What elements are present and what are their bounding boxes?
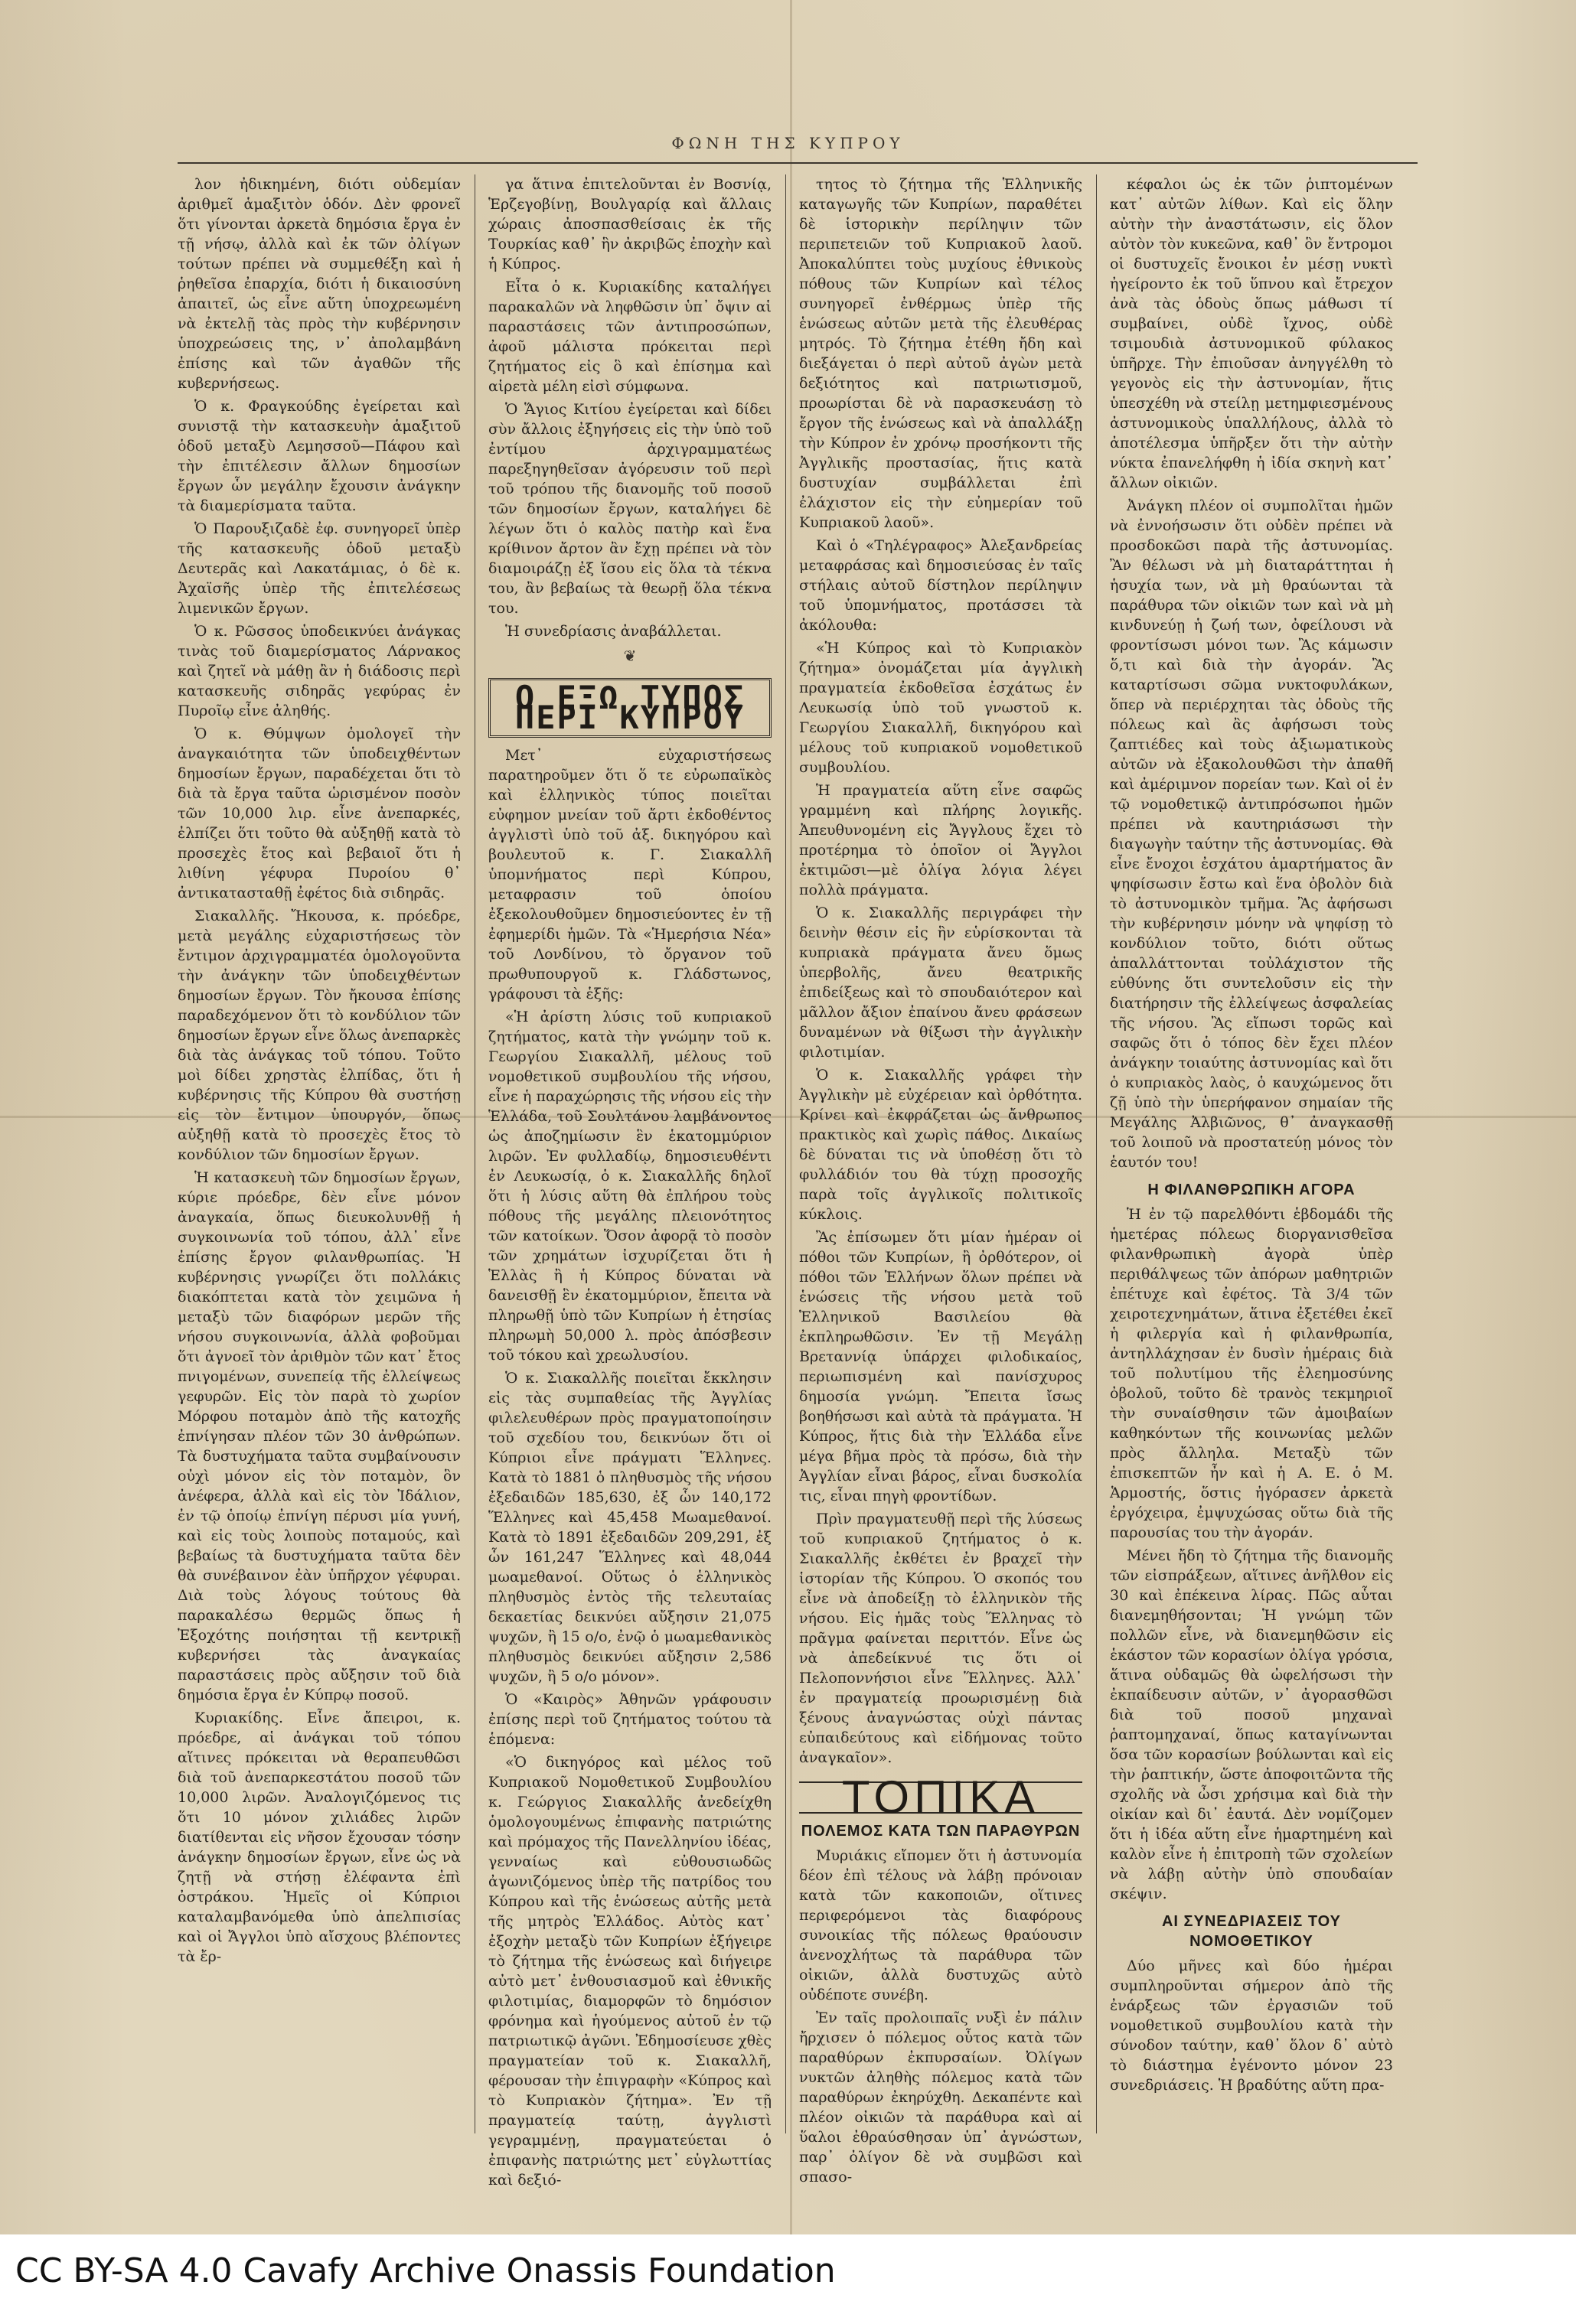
- paragraph: τητος τὸ ζήτημα τῆς Ἑλληνικῆς καταγωγῆς τῶν Κυπρίων, παραθέτει δὲ ἱστορικὴν περίληψιν τῶν περιπετειῶν τοῦ Κυπριακοῦ λαοῦ. Ἀποκαλύπτει τοὺς μυχίους ἐθνικοὺς πόθους τῶν Κυπρίων καὶ τέλος συνηγορεῖ ἐνθέρμως ὑπὲρ τῆς ἑνώσεως αὐτῶν μετὰ τῆς ἐλευθέρας μητρός. Τὸ ζήτημα ἐτέθη ἤδη καὶ διεξάγεται ὁ περὶ αὐτοῦ ἀγὼν μετὰ δεξιότητος καὶ πατριωτισμοῦ, προωρίσται δὲ νὰ παρασκευάσῃ τὸ ἔργον τῆς ἑνώσεως καὶ νὰ ἀπαλλάξῃ τὴν Κύπρον ἐν χρόνῳ προσήκοντι τῆς Ἀγγλικῆς προστασίας, ἥτις κατὰ δυστυχίαν συμβάλλεται ἐπὶ ἐλάχιστον εἰς τὴν εὐημερίαν τοῦ Κυπριακοῦ λαοῦ».: [799, 176, 1082, 531]
- paragraph: Ἡ συνεδρίασις ἀναβάλλεται.: [505, 623, 722, 640]
- column-rule: [785, 174, 786, 2133]
- header-rule: [178, 162, 1418, 164]
- section-heading: ΑΙ ΣΥΝΕΔΡΙΑΣΕΙΣ ΤΟΥ ΝΟΜΟΘΕΤΙΚΟΥ: [1161, 1913, 1342, 1950]
- paragraph: Ὁ κ. Ρῶσσος ὑποδεικνύει ἀνάγκας τινὰς τοῦ διαμερίσματος Λάρνακος καὶ ζητεῖ νὰ μάθῃ ἂν ἡ διάδοσις περὶ κατασκευῆς σιδηρᾶς γεφύρας ἐν Πυροῖῳ εἶνε ἀληθής.: [178, 623, 461, 719]
- paragraph: «Ἡ ἀρίστη λύσις τοῦ κυπριακοῦ ζητήματος, κατὰ τὴν γνώμην τοῦ κ. Γεωργίου Σιακαλλῆ, μέλους τοῦ νομοθετικοῦ συμβουλίου τῆς νήσου, εἶνε ἡ παραχώρησις τῆς νήσου εἰς τὴν Ἑλλάδα, τοῦ Σουλτάνου λαμβάνοντος ὡς ἀποζημίωσιν ἓν ἑκατομμύριον λιρῶν. Ἐν φυλλαδίῳ, δημοσιευθέντι ἐν Λευκωσίᾳ, ὁ κ. Σιακαλλῆς δηλοῖ ὅτι ἡ λύσις αὕτη θὰ ἐπλήρου τοὺς πόθους τῆς μεγάλης πλειονότητος τῶν κατοίκων. Ὅσον ἀφορᾷ τὸ ποσὸν τῶν χρημάτων ἰσχυρίζεται ὅτι ἡ Ἑλλὰς ἢ ἡ Κύπρος δύναται νὰ δανεισθῇ ἓν ἑκατομμύριον, ἔπειτα νὰ πληρωθῇ ὑπὸ τῶν Κυπρίων ἡ ἐτησίας πληρωμὴ 50,000 λ. πρὸς ἀπόσβεσιν τοῦ τόκου καὶ χρεωλυσίου.: [488, 1009, 772, 1364]
- paragraph: Ὁ κ. Σιακαλλῆς ποιεῖται ἔκκλησιν εἰς τὰς συμπαθείας τῆς Ἀγγλίας φιλελευθέρων πρὸς πραγματοποίησιν τοῦ σχεδίου του, δεικνύων ὅτι οἱ Κύπριοι εἶνε πράγματι Ἕλληνες. Κατὰ τὸ 1881 ὁ πληθυσμὸς τῆς νήσου ἐξεδαιδῶν 185,630, ἐξ ὧν 140,172 Ἕλληνες καὶ 45,458 Μωαμεθανοί. Κατὰ τὸ 1891 ἐξεδαιδῶν 209,291, ἐξ ὧν 161,247 Ἕλληνες καὶ 48,044 μωαμεθανοί. Οὕτως ὁ ἑλληνικὸς πληθυσμὸς ἐντὸς τῆς τελευταίας δεκαετίας δεικνύει αὔξησιν 21,075 ψυχῶν, ἢ 15 ο/ο, ἐνῷ ὁ μωαμεθανικὸς πληθυσμὸς δεικνύει αὔξησιν 2,586 ψυχῶν, ἢ 5 ο/ο μόνον».: [488, 1370, 772, 1685]
- paragraph: Μένει ἤδη τὸ ζήτημα τῆς διανομῆς τῶν εἰσπράξεων, αἵτινες ἀνῆλθον εἰς 30 καὶ ἐπέκεινα λίρας. Πῶς αὗται διανεμηθήσονται; Ἡ γνώμη τῶν πολλῶν εἶνε, νὰ διανεμηθῶσιν εἰς ἑκάστον τῶν κορασίων ὀλίγα γρόσια, ἅτινα οὐδαμῶς θὰ ὠφελήσωσι τὴν ἐκπαίδευσιν αὐτῶν, ν᾽ ἀγορασθῶσι διὰ τοῦ ποσοῦ μηχαναὶ ῥαπτομηχαναί, ὅπως καταγίνωνται ὅσα τῶν κορασίων βούλωνται καὶ εἰς τὴν ῥαπτικήν, ὥστε ἀποφοιτῶντα τῆς σχολῆς νὰ ὦσι χρήσιμα καὶ διὰ τὴν οἰκίαν καὶ δι᾽ ἑαυτά. Δὲν νομίζομεν ὅτι ἡ ἰδέα αὕτη εἶνε ἡμαρτημένη καὶ καλὸν εἶνε ἡ ἐπιτροπὴ τῶν σχολείων νὰ λάβῃ αὐτὴν ὑπὸ σπουδαίαν σκέψιν.: [1110, 1547, 1393, 1902]
- paragraph: Ὁ «Καιρὸς» Ἀθηνῶν γράφουσιν ἐπίσης περὶ τοῦ ζητήματος τούτου τὰ ἑπόμενα:: [488, 1691, 772, 1748]
- paragraph: Ὁ Ἅγιος Κιτίου ἐγείρεται καὶ δίδει σὺν ἄλλοις ἐξηγήσεις εἰς τὴν ὑπὸ τοῦ ἐντίμου ἀρχιγραμματέως παρεξηγηθεῖσαν ἀγόρευσιν τοῦ περὶ τοῦ τρόπου τῆς διανομῆς τοῦ ποσοῦ τῶν δημοσίων ἔργων, καταλήγει δὲ λέγων ὅτι ὁ καλὸς πατὴρ καὶ ἕνα κρίθινον ἄρτον ἂν ἔχῃ πρέπει νὰ τὸν διαμοιράζῃ ἐξ ἴσου εἰς ὅλα τὰ τέκνα του, ἂν βεβαίως τὰ θεωρῇ ὅλα τέκνα του.: [488, 401, 772, 617]
- ornament-divider: ❦: [623, 647, 637, 665]
- paragraph: Ἀνάγκη πλέον οἱ συμπολῖται ἡμῶν νὰ ἐννοήσωσιν ὅτι οὐδὲν πρέπει νὰ προσδοκῶσι παρὰ τῆς ἀστυνομίας. Ἂν θέλωσι νὰ μὴ διαταράττηται ἡ ἡσυχία των, νὰ μὴ θραύωνται τὰ παράθυρα τῶν οἰκιῶν των καὶ νὰ μὴ κινδυνεύῃ ἡ ζωή των, ὀφείλουσι νὰ φροντίσωσι μόνοι των. Ἂς κάμωσιν ὅ,τι καὶ διὰ τὴν ἀγοράν. Ἂς καταρτίσωσι σῶμα νυκτοφυλάκων, ὅπερ νὰ περιέρχηται τὰς ὁδοὺς τῆς πόλεως καὶ ἂς ἀφήσωσι τοὺς ζαπτιέδες καὶ τοὺς ἀξιωματικοὺς αὐτῶν νὰ ἐξακολουθῶσι τὴν ἀπαθῆ καὶ ἀμέριμνον πορείαν των. Καὶ οἱ ἐν τῷ νομοθετικῷ ἀντιπρόσωποι ἡμῶν πρέπει νὰ καυτηριάσωσι τὴν διαγωγὴν ταύτην τῆς ἀστυνομίας. Θὰ εἶνε ἔνοχοι ἐσχάτου ἁμαρτήματος ἂν ψηφίσωσιν ἔστω καὶ ἕνα ὀβολὸν διὰ τὸ ἀστυνομικὸν τμῆμα. Ἂς ἀφήσωσι τὴν κυβέρνησιν μόνην νὰ ψηφίσῃ τὸ κονδύλιον τοῦτο, διότι οὕτως ἀπαλλάττονται τοὐλάχιστον τῆς εὐθύνης ὅτι συντελοῦσιν εἰς τὴν διατήρησιν τῆς ἐλλείψεως ἀσφαλείας τῆς νήσου. Ἂς εἴπωσι τορῶς καὶ σαφῶς ὅτι ὁ τόπος δὲν ἔχει πλέον ἀνάγκην τοιαύτης ἀστυνομίας καὶ ὅτι ὁ κυπριακὸς λαὸς, ὁ καυχώμενος ὅτι ζῇ ὑπὸ τὴν ὑπερήφανον σημαίαν τῆς Μεγάλης Ἀλβιῶνος, θ᾽ ἀναγκασθῇ τοῦ λοιποῦ νὰ προστατεύῃ μόνος τὸν ἑαυτόν του!: [1110, 497, 1393, 1171]
- paragraph: Καὶ ὁ «Τηλέγραφος» Ἀλεξανδρείας μεταφράσας καὶ δημοσιεύσας ἐν ταῖς στήλαις αὐτοῦ δίστηλον περίληψιν τοῦ ὑπομνήματος, προτάσσει τὰ ἀκόλουθα:: [799, 537, 1082, 634]
- paragraph: γα ἅτινα ἐπιτελοῦνται ἐν Βοσνίᾳ, Ἑρζεγοβίνῃ, Βουλγαρίᾳ καὶ ἄλλαις χώραις ἀποσπασθείσαις ἐκ τῆς Τουρκίας καθ᾽ ἣν ἀκριβῶς ἐποχὴν καὶ ἡ Κύπρος.: [488, 176, 772, 272]
- paragraph: Πρὶν πραγματευθῇ περὶ τῆς λύσεως τοῦ κυπριακοῦ ζητήματος ὁ κ. Σιακαλλῆς ἐκθέτει ἐν βραχεῖ τὴν ἱστορίαν τῆς Κύπρου. Ὁ σκοπός του εἶνε νὰ ἀποδείξῃ τὸ ἑλληνικὸν τῆς νήσου. Εἰς ἡμᾶς τοὺς Ἕλληνας τὸ πρᾶγμα φαίνεται περιττόν. Εἶνε ὡς νὰ ἀπεδείκνυέ τις ὅτι οἱ Πελοποννήσιοι εἶνε Ἕλληνες. Ἀλλ᾽ ἐν πραγματείᾳ προωρισμένῃ διὰ ξένους ἀναγνώστας οὐχὶ πάντας εὐπαιδεύτους καὶ εἰδήμονας τοῦτο ἀναγκαῖον».: [799, 1511, 1082, 1766]
- paragraph: Ὁ κ. Σιακαλλῆς περιγράφει τὴν δεινὴν θέσιν εἰς ἣν εὑρίσκονται τὰ κυπριακὰ πράγματα ἄνευ ὅμως ὑπερβολῆς, ἄνευ θεατρικῆς ἐπιδείξεως καὶ τὸ σπουδαιότερον καὶ μᾶλλον ἄξιον ἐπαίνου ἄνευ φράσεων δυναμένων νὰ θίξωσι τὴν ἀγγλικὴν φιλοτιμίαν.: [799, 905, 1082, 1061]
- running-title: ΦΩΝΗ ΤΗΣ ΚΥΠΡΟΥ: [671, 134, 905, 152]
- column-2: [488, 174, 772, 2189]
- paragraph: Ἡ ἐν τῷ παρελθόντι ἑβδομάδι τῆς ἡμετέρας πόλεως διοργανισθεῖσα φιλανθρωπικὴ ἀγορὰ ὑπὲρ περιθάλψεως τῶν ἀπόρων μαθητριῶν ἐπέτυχε καὶ ἐφέτος. Τὰ 3/4 τῶν χειροτεχνημάτων, ἅτινα ἐξετέθει ἐκεῖ ἡ φιλεργία καὶ ἡ φιλανθρωπία, ἀντηλλάχησαν ἐν δυσὶν ἡμέραις διὰ τοῦ πολυτίμου τῆς ἐλεημοσύνης ὀβολοῦ, τοῦτο δὲ τρανὸς τεκμηριοῖ τὴν συναίσθησιν τῶν ἀμοιβαίων καθηκόντων τῆς κοινωνίας μελῶν πρὸς ἄλληλα. Μεταξὺ τῶν ἐπισκεπτῶν ἦν καὶ ἡ Α. Ε. ὁ Μ. Ἁρμοστής, ὅστις ἠγόρασεν ἀρκετὰ ἐργόχειρα, ἐμψυχώσας οὕτω διὰ τῆς παρουσίας του τὴν ἀγοράν.: [1110, 1206, 1393, 1541]
- paragraph: λον ἠδικημένη, διότι οὐδεμίαν ἀριθμεῖ ἁμαξιτὸν ὁδόν. Δὲν φρονεῖ ὅτι γίνονται ἀρκετὰ δημόσια ἔργα ἐν τῇ νήσῳ, ἀλλὰ καὶ ἐκ τῶν ὀλίγων τούτων πρέπει νὰ συμμεθέξη καὶ ἡ ῥηθεῖσα ἐπαρχία, διότι ἡ δικαιοσύνη ἀπαιτεῖ, ὡς εἶνε αὕτη ὑποχρεωμένη νὰ ἐκτελῇ τὰς πρὸς τὴν κυβέρνησιν ὑποχρεώσεις της, ν᾽ ἀπολαμβάνη ἐπίσης καὶ τῶν ἀγαθῶν τῆς κυβερνήσεως.: [178, 176, 461, 392]
- section-title-topika: ΤΟΠΙΚΑ: [799, 1781, 1082, 1814]
- paragraph: Ὁ κ. Σιακαλλῆς γράφει τὴν Ἀγγλικὴν μὲ εὐχέρειαν καὶ ὀρθότητα. Κρίνει καὶ ἐκφράζεται ὡς ἄνθρωπος πρακτικὸς καὶ χωρὶς πάθος. Δικαίως δὲ δύναται τις νὰ ὑποθέσῃ ὅτι τὸ φυλλάδιόν του θὰ τύχῃ προσοχῆς παρὰ τοῖς ἀγγλικοῖς πολιτικοῖς κύκλοις.: [799, 1067, 1082, 1223]
- paragraph: Ὁ Παρουξιζαδὲ ἐφ. συνηγορεῖ ὑπὲρ τῆς κατασκευῆς ὁδοῦ μεταξὺ Δευτερᾶς καὶ Λακατάμιας, ὁ δὲ κ. Ἀχαϊσῆς ὑπὲρ τῆς ἐπιτελέσεως λιμενικῶν ἔργων.: [178, 520, 461, 617]
- column-1: [178, 174, 461, 2164]
- column-3: [799, 174, 1082, 2185]
- section-heading: Η ΦΙΛΑΝΘΡΩΠΙΚΗ ΑΓΟΡΑ: [1147, 1182, 1356, 1198]
- section-subtitle: ΠΟΛΕΜΟΣ ΚΑΤΑ ΤΩΝ ΠΑΡΑΘΥΡΩΝ: [801, 1823, 1081, 1840]
- paragraph: Δύο μῆνες καὶ δύο ἡμέραι συμπληροῦνται σήμερον ἀπὸ τῆς ἐνάρξεως τῶν ἐργασιῶν τοῦ νομοθετικοῦ συμβουλίου κατὰ τὴν σύνοδον ταύτην, καθ᾽ ὅλον δ᾽ αὐτὸ τὸ διάστημα ἐγένοντο μόνον 23 συνεδριάσεις. Ἡ βραδύτης αὕτη πρα-: [1110, 1957, 1393, 2094]
- paragraph: Ὁ κ. Φραγκούδης ἐγείρεται καὶ συνιστᾷ τὴν κατασκευὴν ἁμαξιτοῦ ὁδοῦ μεταξὺ Λεμησσοῦ—Πάφου καὶ τὴν ἐπιτέλεσιν ἄλλων δημοσίων ἔργων ὧν μεγάλην ἔχουσιν ἀνάγκην τὰ διαμερίσματα ταῦτα.: [178, 398, 461, 514]
- paragraph: «Ὁ δικηγόρος καὶ μέλος τοῦ Κυπριακοῦ Νομοθετικοῦ Συμβουλίου κ. Γεώργιος Σιακαλλῆς ἀνεδείχθη ὁμολογουμένως ἐπιφανὴς πατριώτης καὶ πρόμαχος τῆς Πανελληνίου ἰδέας, γενναίως καὶ εὐθουσιωδῶς ἀγωνιζόμενος ὑπὲρ τῆς πατρίδος του Κύπρου καὶ τῆς ἑνώσεως αὐτῆς μετὰ τῆς μητρὸς Ἑλλάδος. Αὐτὸς κατ᾽ ἐξοχὴν μεταξὺ τῶν Κυπρίων ἐξήγειρε τὸ ζήτημα τῆς ἑνώσεως καὶ διήγειρε αὐτὸ μετ᾽ ἐνθουσιασμοῦ καὶ ἐθνικῆς φιλοτιμίας, διαμορφῶν τὸ δημόσιον φρόνημα καὶ ἡγούμενος αὐτοῦ ἐν τῷ πατριωτικῷ ἀγῶνι. Ἐδημοσίευσε χθὲς πραγματείαν τοῦ κ. Σιακαλλῆ, φέρουσαν τὴν ἐπιγραφὴν «Κύπρος καὶ τὸ Κυπριακὸν ζήτημα». Ἐν τῇ πραγματείᾳ ταύτῃ, ἀγγλιστὶ γεγραμμένῃ, πραγματεύεται ὁ ἐπιφανὴς πατριώτης μετ᾽ εὐγλωττίας καὶ δεξιό-: [488, 1754, 772, 2189]
- paragraph: Ἡ κατασκευὴ τῶν δημοσίων ἔργων, κύριε πρόεδρε, δὲν εἶνε μόνον ἀναγκαία, ὅπως διευκολυνθῇ ἡ συγκοινωνία τοῦ τόπου, ἀλλ᾽ εἶνε ἐπίσης ἔργον φιλανθρωπίας. Ἡ κυβέρνησις γνωρίζει ὅτι πολλάκις διακόπτεται κατὰ τὸν χειμῶνα ἡ μεταξὺ τῶν διαφόρων μερῶν τῆς νήσου συγκοινωνία, ἀλλὰ φοβοῦμαι ὅτι ἀγνοεῖ τὸν ἀριθμὸν τῶν κατ᾽ ἔτος πνιγομένων, συνεπείᾳ τῆς ἐλλείψεως γεφυρῶν. Εἰς τὸν παρὰ τὸ χωρίον Μόρφου ποταμὸν ἀπὸ τῆς κατοχῆς ἐπνίγησαν πλέον τῶν 30 ἀνθρώπων. Τὰ δυστυχήματα ταῦτα συμβαίνουσιν οὐχὶ μόνον εἰς τὸν ποταμὸν, ὃν ἀνέφερα, ἀλλὰ καὶ εἰς τὸν Ἰδάλιον, ἐν τῷ ὁποίῳ ἐπνίγη πέρυσι μία γυνή, καὶ εἰς τοὺς λοιποὺς ποταμούς, καὶ βεβαίως τὰ δυστυχήματα ταῦτα δὲν θὰ συνέβαινον ἐὰν ὑπῆρχον γέφυραι. Διὰ τοὺς λόγους τούτους θὰ παρακαλέσω θερμῶς ὅπως ἡ Ἐξοχότης ποιήσηται τῇ κεντρικῇ κυβερνήσει τὰς ἀναγκαίας παραστάσεις πρὸς αὔξησιν τοῦ διὰ δημόσια ἔργα ἐν Κύπρῳ ποσοῦ.: [178, 1169, 461, 1703]
- paragraph: Ἂς ἐπίσωμεν ὅτι μίαν ἡμέραν οἱ πόθοι τῶν Κυπρίων, ἢ ὀρθότερον, οἱ πόθοι τῶν Ἑλλήνων ὅλων πρέπει νὰ ἑνώσεις τῆς νήσου μετὰ τοῦ Ἑλληνικοῦ Βασιλείου θὰ ἐκπληρωθῶσιν. Ἐν τῇ Μεγάλῃ Βρεταννίᾳ ὑπάρχει φιλοδικαίος, περιωπισμένη καὶ πανίσχυρος δημοσία γνώμη. Ἔπειτα ἴσως βοηθήσωσι καὶ αὐτὰ τὰ πράγματα. Ἡ Κύπρος, ἥτις διὰ τὴν Ἑλλάδα εἶνε μέγα βῆμα πρὸς τὰ πρόσω, διὰ τὴν Ἀγγλίαν εἶναι βάρος, εἶναι δυσκολία τις, εἶναι πηγὴ φροντίδων.: [799, 1229, 1082, 1504]
- paragraph: κέφαλοι ὡς ἐκ τῶν ῥιπτομένων κατ᾽ αὐτῶν λίθων. Καὶ εἰς ὅλην αὐτὴν τὴν ἀναστάτωσιν, εἰς ὅλον αὐτὸν τὸν κυκεῶνα, καθ᾽ ὃν ἔντρομοι οἱ δυστυχεῖς ἔνοικοι ἐν μέσῃ νυκτὶ ἠγείροντο ἐκ τοῦ ὕπνου καὶ ἔτρεχον ἀνὰ τὰς ὁδοὺς ὅπως μάθωσι τί συμβαίνει, οὐδὲ ἴχνος, οὐδὲ τσιμουδιὰ ἀστυνομικοῦ φύλακος ὑπῆρχε. Τὴν ἐπιοῦσαν ἀνηγγέλθη τὸ γεγονὸς εἰς τὴν ἀστυνομίαν, ἥτις ὑπεσχέθη νὰ στείλῃ μετημφιεσμένους ἀστυνομικοὺς ὑπαλλήλους, ἀλλὰ τὸ ἀποτέλεσμα ὑπῆρξεν ὅτι τὴν αὐτὴν νύκτα ἐπανελήφθη ἡ ἰδία σκηνὴ κατ᾽ ἄλλων οἰκιῶν.: [1110, 176, 1393, 491]
- paragraph: Κυριακίδης. Εἶνε ἄπειροι, κ. πρόεδρε, αἱ ἀνάγκαι τοῦ τόπου αἵτινες πρόκειται νὰ θεραπευθῶσι διὰ τοῦ ἀνεπαρκεστάτου ποσοῦ τῶν 10,000 λιρῶν. Ἀναλογιζόμενος τις ὅτι 10 μόνον χιλιάδες λιρῶν διατίθενται εἰς νῆσον ἔχουσαν τόσην ἀνάγκην δημοσίων ἔργων, εἶνε ὡς νὰ ζητῇ νὰ στήσῃ ἐλέφαντα ἐπὶ ὀστράκου. Ἡμεῖς οἱ Κύπριοι καταλαμβανόμεθα ὑπὸ ἀπελπισίας καὶ οἱ Ἄγγλοι ὑπὸ αἴσχους βλέποντες τὰ ἔρ-: [178, 1710, 461, 1965]
- paragraph: «Ἡ Κύπρος καὶ τὸ Κυπριακὸν ζήτημα» ὀνομάζεται μία ἀγγλικὴ πραγματεία ἐκδοθεῖσα ἐσχάτως ἐν Λευκωσίᾳ ὑπὸ τοῦ γνωστοῦ κ. Γεωργίου Σιακαλλῆ, δικηγόρου καὶ μέλους τοῦ κυπριακοῦ νομοθετικοῦ συμβουλίου.: [799, 640, 1082, 776]
- column-4: [1110, 174, 1393, 2164]
- paragraph: Σιακαλλῆς. Ἤκουσα, κ. πρόεδρε, μετὰ μεγάλης εὐχαριστήσεως τὸν ἔντιμον ἀρχιγραμματέα ὁμολογοῦντα τὴν ἀνάγκην τῶν ὑποδειχθέντων δημοσίων ἔργων. Τὸν ἤκουσα ἐπίσης παραδεχόμενον ὅτι τὸ κονδύλιον τῶν δημοσίων ἔργων εἶνε ὅλως ἀνεπαρκὲς διὰ τὰς ἀνάγκας τοῦ τόπου. Τοῦτο μοὶ δίδει χρηστὰς ἐλπίδας, ὅτι ἡ κυβέρνησις τῆς Κύπρου θὰ συστήσῃ εἰς τὸν ἔντιμον ὑπουργόν, ὅπως αὐξηθῇ κατὰ τὸ προσεχὲς ἔτος τὸ κονδύλιον τῶν δημοσίων ἔργων.: [178, 908, 461, 1163]
- paragraph: Ὁ κ. Θύμψων ὁμολογεῖ τὴν ἀναγκαιότητα τῶν ὑποδειχθέντων δημοσίων ἔργων, παραδέχεται ὅτι τὸ διὰ τὰ ἔργα ταῦτα ὡρισμένον ποσὸν τῶν 10,000 λιρ. εἶνε ἀνεπαρκές, ἐλπίζει ὅτι τοῦτο θὰ αὐξηθῇ κατὰ τὸ προσεχὲς ἔτος καὶ βεβαιοῖ ὅτι ἡ λιθίνη γέφυρα Πυροίου θ᾽ ἀντικατασταθῇ ἐφέτος διὰ σιδηρᾶς.: [178, 725, 461, 901]
- license-credit: CC BY-SA 4.0 Cavafy Archive Onassis Foundation: [15, 2251, 836, 2290]
- paragraph: Εἶτα ὁ κ. Κυριακίδης καταλήγει παρακαλῶν νὰ ληφθῶσιν ὑπ᾽ ὄψιν αἱ παραστάσεις τῶν ἀντιπροσώπων, ἀφοῦ μάλιστα πρόκειται περὶ ζητήματος εἰς ὃ καὶ ἐπίσημα καὶ αἱρετὰ μέλη εἰσὶ σύμφωνα.: [488, 279, 772, 395]
- paragraph: Μυριάκις εἴπομεν ὅτι ἡ ἀστυνομία δέον ἐπὶ τέλους νὰ λάβῃ πρόνοιαν κατὰ τῶν κακοποιῶν, οἵτινες περιφερόμενοι τὰς διαφόρους συνοικίας τῆς πόλεως θραύουσιν ἀνενοχλήτως τὰ παράθυρα τῶν οἰκιῶν, ἀλλὰ δυστυχῶς αὐτὸ οὐδέποτε συνέβη.: [799, 1847, 1082, 2003]
- paragraph: Ἐν ταῖς προλοιπαῖς νυξὶ ἐν πάλιν ἤρχισεν ὁ πόλεμος οὗτος κατὰ τῶν παραθύρων ἐκπυρσαίων. Ὀλίγων νυκτῶν ἀληθὴς πόλεμος κατὰ τῶν παραθύρων ἐκηρύχθη. Δεκαπέντε καὶ πλέον οἰκιῶν τὰ παράθυρα καὶ αἱ ὕαλοι ἐθραύσθησαν ὑπ᾽ ἀγνώστων, παρ᾽ ὀλίγον δὲ νὰ συμβῶσι καὶ σπασο-: [799, 2009, 1082, 2185]
- paragraph: Ἡ πραγματεία αὕτη εἶνε σαφῶς γραμμένη καὶ πλήρης λογικῆς. Ἀπευθυνομένη εἰς Ἄγγλους ἔχει τὸ προτέρημα τὸ ὁποῖον οἱ Ἄγγλοι ἐκτιμῶσι—μὲ ὀλίγα λόγια λέγει πολλὰ πράγματα.: [799, 782, 1082, 898]
- paragraph: Μετ᾽ εὐχαριστήσεως παρατηροῦμεν ὅτι ὅ τε εὐρωπαϊκὸς καὶ ἑλληνικὸς τύπος ποιεῖται εὐφημον μνείαν τοῦ ἄρτι ἐκδοθέντος ἀγγλιστὶ ὑπὸ τοῦ ἀξ. δικηγόρου καὶ βουλευτοῦ κ. Γ. Σιακαλλῆ ὑπομνήματος περὶ Κύπρου, μεταφρασιν τοῦ ὁποίου ἐξεκολουθοῦμεν δημοσιεύοντες ἐν τῇ ἐφημερίδι ἡμῶν. Τὰ «Ἡμερήσια Νέα» τοῦ Λονδίνου, τὸ ὄργανον τοῦ πρωθυπουργοῦ κ. Γλάδστωνος, γράφουσι τὰ ἑξῆς:: [488, 747, 772, 1002]
- article-banner-title: Ο ΕΞΩ ΤΥΠΟΣ ΠΕΡΙ ΚΥΠΡΟΥ: [488, 678, 772, 738]
- column-rule: [1096, 174, 1097, 2133]
